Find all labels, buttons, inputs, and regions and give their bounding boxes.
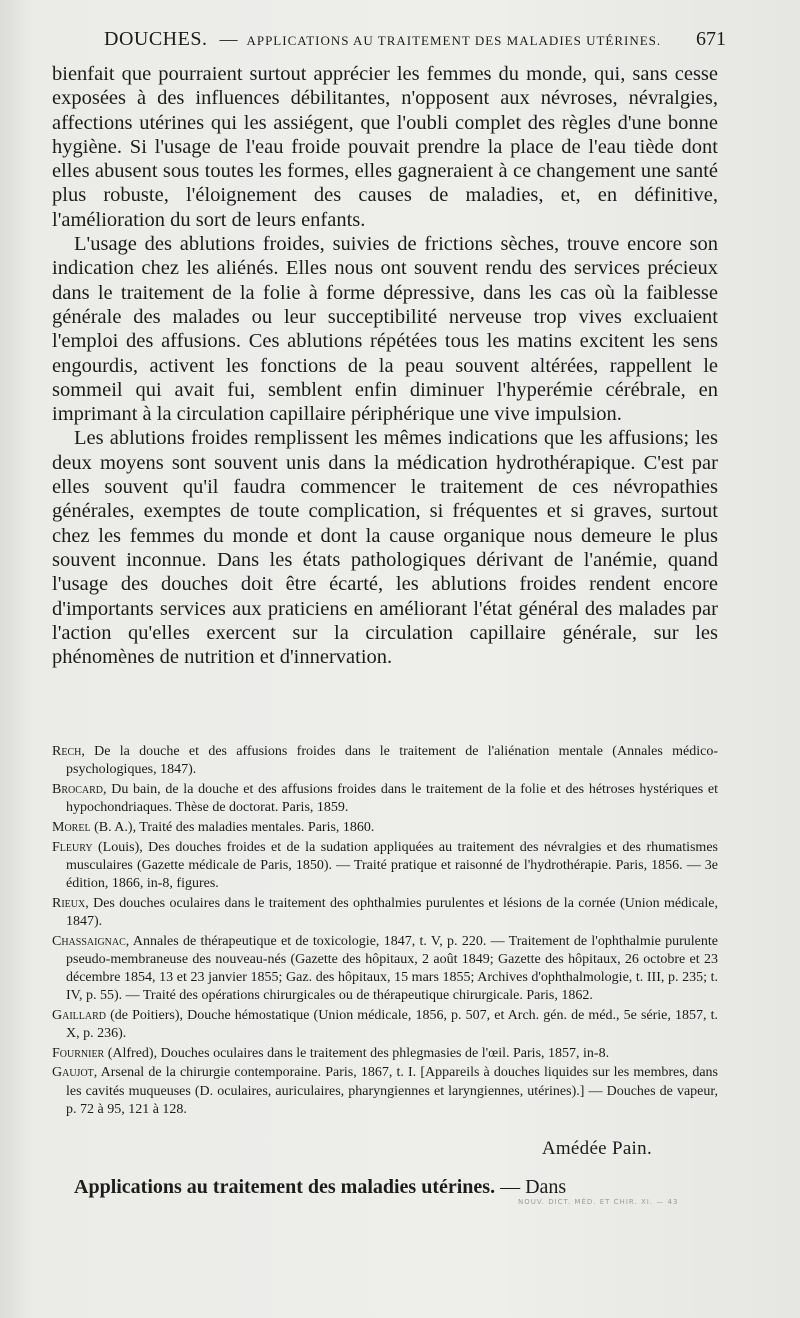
reference-entry	[52, 781, 718, 817]
reference-entry	[52, 1045, 718, 1063]
paragraph-3: Les ablutions froides remplissent les mêmes indications que les affusions; les deux moyens sont souvent unis dans la médication hydrothérapique. C'est par elles souvent qu'il faudra commencer le traitement de ces névropathies générales, exemptes de toute complication, si fréquentes et si graves, surtout chez les femmes du monde et dont la cause organique nous demeure le plus souvent inconnue. Dans les états pathologiques dérivant de l'anémie, quand l'usage des douches doit être écarté, les ablutions froides rendent encore d'importants services aux praticiens en améliorant l'état général des malades par l'action qu'elles exercent sur la circulation capillaire générale, sur les phénomènes de nutrition et d'innervation.	[52, 427, 718, 669]
reference-entry	[52, 839, 718, 894]
reference-text: (Louis), Des douches froides et de la sudation appliquées au traitement des névralgies et des rhumatismes musculaires (Gazette médicale de Paris, 1850). — Traité pratique et raisonné de l'hydrothérapie. Paris, 1856. — 3e édition, 1866, in-8, figures.	[66, 839, 718, 891]
running-header	[104, 28, 726, 56]
author-signature: Amédée Pain.	[541, 1138, 652, 1159]
reference-author: Chassaignac,	[52, 933, 130, 949]
signature-mark: NOUV. DICT. MÉD. ET CHIR. XI. — 43	[518, 1198, 679, 1206]
header-section: DOUCHES.	[104, 28, 208, 50]
reference-text: Arsenal de la chirurgie contemporaine. Paris, 1867, t. I. [Appareils à douches liquides sur les membres, dans les cavités muqueuses (D. oculaires, auriculaires, pharyngiennes et laryngiennes, utérines).] — Douches de vapeur, p. 72 à 95, 121 à 128.	[66, 1065, 718, 1117]
paragraph-1: bienfait que pourraient surtout apprécier les femmes du monde, qui, sans cesse exposées à des influences débilitantes, n'opposent aux névroses, névralgies, affections utérines qui les assiégent, que l'oubli complet des règles d'une bonne hygiène. Si l'usage de l'eau froide pouvait prendre la place de l'eau tiède dont elles abusent sous toutes les formes, elles gagneraient à ce changement une santé plus robuste, l'éloignement des causes de maladies, et, en définitive, l'amélioration du sort de leurs enfants.	[52, 63, 718, 231]
reference-text: Des douches oculaires dans le traitement des ophthalmies purulentes et lésions de la cornée (Union médicale, 1847).	[66, 895, 718, 929]
reference-entry	[52, 819, 718, 837]
reference-author: Gaujot,	[52, 1065, 98, 1081]
section-heading-continuation: — Dans	[500, 1176, 567, 1198]
reference-author: Rieux,	[52, 895, 89, 911]
reference-entry	[52, 933, 718, 1006]
reference-text: Annales de thérapeutique et de toxicologie, 1847, t. V, p. 220. — Traitement de l'ophthalmie purulente pseudo-membraneuse des nouveau-nés (Gazette des hôpitaux, 2 août 1849; Gazette des hôpitaux, 26 octobre et 23 décembre 1854, 13 et 23 janvier 1855; Gaz. des hôpitaux, 15 mars 1855; Archives d'ophthalmologie, t. III, p. 235; t. IV, p. 55). — Traité des opérations chirurgicales ou de thérapeutique chirurgicale. Paris, 1862.	[66, 933, 718, 1004]
reference-author: Morel	[52, 819, 91, 835]
reference-entry	[52, 743, 718, 779]
reference-text: (de Poitiers), Douche hémostatique (Union médicale, 1856, p. 507, et Arch. gén. de méd., 5e série, 1857, t. X, p. 236).	[66, 1007, 718, 1042]
reference-text: (Alfred), Douches oculaires dans le traitement des phlegmasies de l'œil. Paris, 1857, in-8.	[107, 1045, 610, 1061]
reference-author: Gaillard	[52, 1007, 106, 1023]
reference-author: Fournier	[52, 1045, 105, 1061]
section-heading-title: Applications au traitement des maladies utérines.	[74, 1176, 496, 1198]
main-text	[52, 62, 718, 669]
reference-author: Rech,	[52, 744, 85, 759]
reference-text: De la douche et des affusions froides dans le traitement de l'aliénation mentale (Annales médico-psychologiques, 1847).	[66, 744, 719, 778]
header-dash: —	[219, 29, 238, 49]
reference-entry	[52, 1007, 718, 1043]
reference-author: Brocard,	[52, 781, 107, 797]
reference-entry	[52, 895, 718, 931]
page-number: 671	[696, 28, 726, 50]
paragraph-2: L'usage des ablutions froides, suivies de frictions sèches, trouve encore son indication chez les aliénés. Elles nous ont souvent rendu des services précieux dans le traitement de la folie à forme dépressive, dans les cas où la faiblesse générale des malades ou leur succeptibilité nerveuse trop vives excluaient l'emploi des affusions. Ces ablutions répétées tous les matins excitent les sens engourdis, activent les fonctions de la peau souvent altérées, rappellent le sommeil qui avait fui, semblent enfin diminuer l'hyperémie cérébrale, en imprimant à la circulation capillaire périphérique une vive impulsion.	[52, 233, 718, 426]
section-heading	[74, 1175, 718, 1199]
reference-text: Du bain, de la douche et des affusions froides dans le traitement de la folie et des hétroses hystériques et hypochondriaques. Thèse de doctorat. Paris, 1859.	[66, 781, 718, 816]
header-subtitle: APPLICATIONS AU TRAITEMENT DES MALADIES UTÉRINES.	[246, 33, 662, 48]
reference-entry	[52, 1064, 718, 1119]
reference-author: Fleury	[52, 839, 93, 855]
bibliography	[52, 743, 718, 1121]
reference-text: (B. A.), Traité des maladies mentales. Paris, 1860.	[94, 819, 375, 835]
